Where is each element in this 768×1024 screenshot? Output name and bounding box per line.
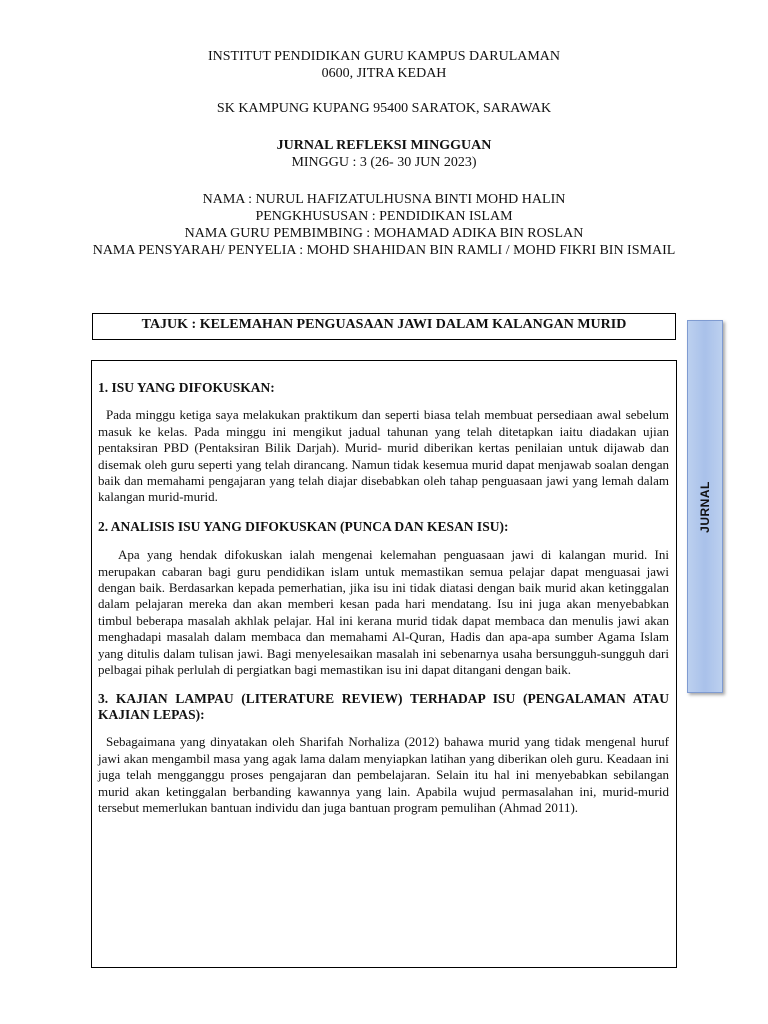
- institute-address: 0600, JITRA KEDAH: [321, 66, 447, 81]
- section-2-body: Apa yang hendak difokuskan ialah mengenai kelemahan penguasaan jawi di kalangan murid. Ini merupakan cabaran bagi guru pendidikan islam untuk memastikan semua pelajar dapat menguasai jawi dengan baik. Berdasarkan kepada pemerhatian, jika isu ini tidak diatasi dengan baik murid akan ketinggalan dalam pelajaran mereka dan akan memberi kesan pada hari mendatang. Isu ini juga akan menyebabkan timbul beberapa masalah akhlak pelajar. Hal ini kerana murid tidak dapat membaca dan menulis jawi akan menghadapi masalah dalam membaca dan memahami Al-Quran, Hadis dan apa-apa sumber Agama Islam yang ditulis dalam tulisan jawi. Bagi menyelesaikan masalah ini sebenarnya usaha bersungguh-sungguh dari pelbagai pihak perlulah di pergiatkan bagi memastikan isu ini dapat ditangani dengan baik.: [98, 547, 669, 678]
- school-line: [0, 100, 768, 117]
- section-1-heading: 1. ISU YANG DIFOKUSKAN:: [98, 380, 275, 395]
- document-header: [0, 48, 768, 82]
- reflection-content-box: [91, 360, 677, 968]
- journal-side-tab: [687, 320, 723, 693]
- section-2-heading: 2. ANALISIS ISU YANG DIFOKUSKAN (PUNCA DAN KESAN ISU):: [98, 518, 509, 534]
- student-specialization: PENGKHUSUSAN : PENDIDIKAN ISLAM: [255, 209, 513, 224]
- lecturer-supervisor: NAMA PENSYARAH/ PENYELIA : MOHD SHAHIDAN BIN RAMLI / MOHD FIKRI BIN ISMAIL: [92, 243, 676, 258]
- school-name: SK KAMPUNG KUPANG 95400 SARATOK, SARAWAK: [216, 101, 552, 116]
- student-name: NAMA : NURUL HAFIZATULHUSNA BINTI MOHD HALIN: [202, 192, 566, 207]
- topic-box: TAJUK : KELEMAHAN PENGUASAAN JAWI DALAM KALANGAN MURID: [92, 313, 676, 340]
- section-1-body: Pada minggu ketiga saya melakukan praktikum dan seperti biasa telah membuat persediaan awal sebelum masuk ke kelas. Pada minggu ini mengikut jadual tahunan yang telah ditetapkan iaitu diadakan ujian pentaksiran PBD (Pentaksiran Bilik Darjah). Murid- murid diberikan kertas penilaian untuk dijawab dan disemak oleh guru seperti yang telah dirancang. Namun tidak kesemua murid dapat menjawab soalan dengan baik dan memahami pengajaran yang telah diajar disebabkan oleh tahap penguasaan jawi yang lemah dalam kalangan murid-murid.: [98, 407, 669, 505]
- journal-title: JURNAL REFLEKSI MINGGUAN: [276, 138, 492, 153]
- journal-week: MINGGU : 3 (26- 30 JUN 2023): [291, 155, 477, 170]
- mentor-teacher: NAMA GURU PEMBIMBING : MOHAMAD ADIKA BIN ROSLAN: [184, 226, 584, 241]
- section-3-heading: 3. KAJIAN LAMPAU (LITERATURE REVIEW) TERHADAP ISU (PENGALAMAN ATAU KAJIAN LEPAS):: [98, 690, 669, 722]
- institute-name: INSTITUT PENDIDIKAN GURU KAMPUS DARULAMAN: [207, 49, 561, 64]
- journal-heading: [0, 137, 768, 171]
- section-3-body: Sebagaimana yang dinyatakan oleh Sharifah Norhaliza (2012) bahawa murid yang tidak mengenal huruf jawi akan mengambil masa yang agak lama dalam menyiapkan latihan yang diberikan oleh guru. Keadaan ini juga telah mengganggu proses pengajaran dan pembelajaran. Selain itu hal ini menyebabkan sebilangan murid akan ketinggalan berbanding kawannya yang lain. Apabila wujud permasalahan ini, murid-murid tersebut memerlukan bantuan individu dan juga bantuan program pemulihan (Ahmad 2011).: [98, 734, 669, 815]
- student-info: [0, 191, 768, 259]
- journal-side-tab-label: JURNAL: [698, 480, 712, 533]
